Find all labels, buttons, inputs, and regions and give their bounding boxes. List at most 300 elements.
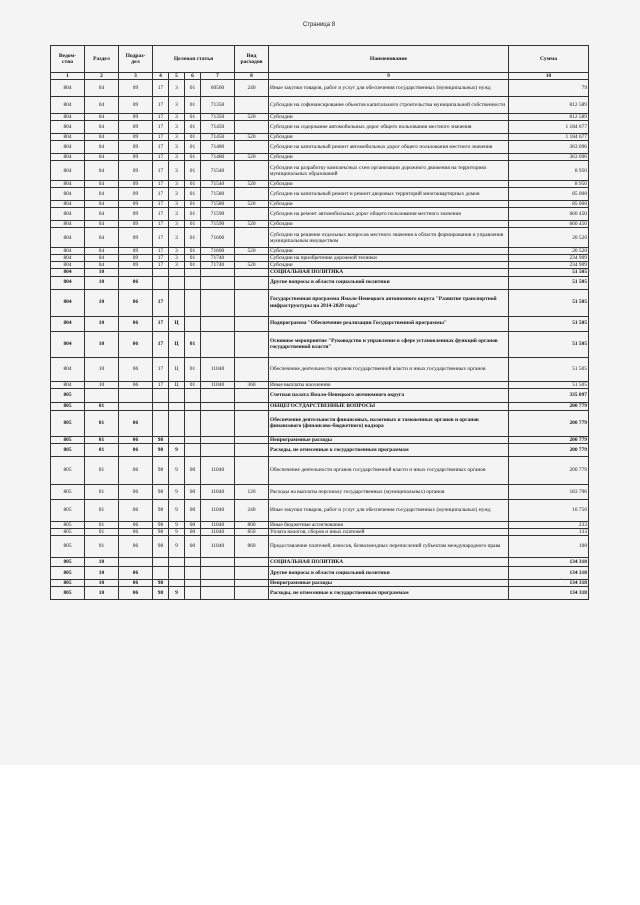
cell-tsel-3: 01 — [185, 141, 201, 154]
cell-tsel-1: 17 — [153, 188, 169, 201]
cell-vedomstvo: 805 — [51, 443, 85, 456]
cell-summa: 233 — [509, 521, 589, 528]
cell-tsel-1: 17 — [153, 316, 169, 331]
cell-tsel-4: 71740 — [201, 262, 235, 269]
cell-tsel-4 — [201, 579, 235, 586]
cell-vedomstvo: 804 — [51, 269, 85, 276]
cell-podrazdel: 06 — [119, 521, 153, 528]
cell-summa: 8 950 — [509, 181, 589, 188]
cell-vid-raskhodov — [235, 566, 269, 579]
cell-tsel-3: 01 — [185, 381, 201, 388]
cell-tsel-4 — [201, 289, 235, 316]
cell-razdel: 04 — [85, 121, 119, 134]
table-row — [51, 521, 589, 528]
cell-tsel-1: 98 — [153, 528, 169, 535]
cell-podrazdel: 09 — [119, 228, 153, 248]
cell-summa: 20 520 — [509, 248, 589, 255]
col-index: 5 — [169, 73, 185, 80]
cell-summa: 85 000 — [509, 188, 589, 201]
cell-podrazdel: 09 — [119, 221, 153, 228]
cell-tsel-1: 17 — [153, 154, 169, 161]
cell-naimenovanie: СОЦИАЛЬНАЯ ПОЛИТИКА — [269, 557, 509, 566]
cell-podrazdel: 06 — [119, 586, 153, 599]
cell-tsel-3: 01 — [185, 221, 201, 228]
cell-podrazdel: 06 — [119, 276, 153, 289]
cell-tsel-1: 17 — [153, 121, 169, 134]
table-row — [51, 114, 589, 121]
cell-tsel-3: 00 — [185, 521, 201, 528]
cell-naimenovanie: Субсидии на разработку комплексных схем организации дорожного движения на территориях муниципальных образований — [269, 161, 509, 181]
cell-tsel-3: 01 — [185, 228, 201, 248]
cell-summa: 85 000 — [509, 201, 589, 208]
cell-vid-raskhodov — [235, 255, 269, 262]
cell-tsel-3: 01 — [185, 154, 201, 161]
cell-tsel-3: 00 — [185, 528, 201, 535]
cell-tsel-3: 01 — [185, 134, 201, 141]
cell-vid-raskhodov: 860 — [235, 535, 269, 557]
cell-vid-raskhodov — [235, 557, 269, 566]
table-row — [51, 528, 589, 535]
cell-tsel-1: 98 — [153, 586, 169, 599]
cell-vedomstvo: 804 — [51, 114, 85, 121]
cell-tsel-4 — [201, 388, 235, 402]
cell-naimenovanie: Субсидии на содержание автомобильных дорог общего пользования местного значения — [269, 121, 509, 134]
table-row — [51, 331, 589, 357]
cell-tsel-1: 17 — [153, 228, 169, 248]
table-row — [51, 221, 589, 228]
cell-summa: 1 184 677 — [509, 134, 589, 141]
table-row — [51, 456, 589, 484]
cell-naimenovanie: Расходы на выплаты персоналу государственных (муниципальных) органов — [269, 484, 509, 499]
cell-vedomstvo: 804 — [51, 141, 85, 154]
cell-vedomstvo: 805 — [51, 436, 85, 443]
cell-razdel: 04 — [85, 80, 119, 97]
cell-tsel-3 — [185, 269, 201, 276]
cell-tsel-2 — [169, 436, 185, 443]
cell-tsel-3: 01 — [185, 262, 201, 269]
cell-tsel-1: 98 — [153, 436, 169, 443]
cell-razdel: 04 — [85, 262, 119, 269]
cell-naimenovanie: Подпрограмма "Обеспечение реализации Государственной программы" — [269, 316, 509, 331]
cell-tsel-4: 11040 — [201, 456, 235, 484]
cell-tsel-1: 98 — [153, 484, 169, 499]
cell-tsel-4 — [201, 557, 235, 566]
cell-podrazdel — [119, 557, 153, 566]
cell-naimenovanie: Субсидии — [269, 248, 509, 255]
table-row — [51, 316, 589, 331]
cell-vid-raskhodov — [235, 208, 269, 221]
cell-podrazdel: 06 — [119, 316, 153, 331]
cell-tsel-1: 98 — [153, 521, 169, 528]
cell-podrazdel: 09 — [119, 121, 153, 134]
cell-vedomstvo: 804 — [51, 181, 85, 188]
table-row — [51, 443, 589, 456]
cell-vedomstvo: 805 — [51, 499, 85, 521]
cell-tsel-3 — [185, 276, 201, 289]
cell-tsel-2: 9 — [169, 484, 185, 499]
cell-tsel-1 — [153, 410, 169, 436]
cell-tsel-3: 00 — [185, 484, 201, 499]
cell-razdel: 04 — [85, 114, 119, 121]
cell-summa: 335 097 — [509, 388, 589, 402]
cell-summa: 234 909 — [509, 255, 589, 262]
table-row — [51, 484, 589, 499]
table-row — [51, 201, 589, 208]
table-row — [51, 402, 589, 410]
budget-table — [50, 45, 589, 600]
cell-razdel: 10 — [85, 316, 119, 331]
cell-tsel-4: 71480 — [201, 154, 235, 161]
table-row — [51, 248, 589, 255]
cell-vid-raskhodov: 520 — [235, 262, 269, 269]
cell-razdel: 10 — [85, 269, 119, 276]
table-row — [51, 97, 589, 114]
cell-naimenovanie: Обеспечение деятельности органов государственной власти и иных государственных органов — [269, 456, 509, 484]
cell-summa: 234 909 — [509, 262, 589, 269]
table-row — [51, 228, 589, 248]
cell-podrazdel — [119, 402, 153, 410]
cell-tsel-2: Ц — [169, 381, 185, 388]
cell-vid-raskhodov: 120 — [235, 484, 269, 499]
cell-naimenovanie: Субсидии — [269, 262, 509, 269]
cell-podrazdel: 09 — [119, 262, 153, 269]
cell-tsel-2 — [169, 579, 185, 586]
cell-tsel-2: 9 — [169, 586, 185, 599]
cell-tsel-3: 01 — [185, 97, 201, 114]
cell-naimenovanie: Другие вопросы в области социальной политики — [269, 566, 509, 579]
cell-summa: 1 184 677 — [509, 121, 589, 134]
cell-vid-raskhodov: 520 — [235, 221, 269, 228]
cell-tsel-4: 71450 — [201, 121, 235, 134]
cell-podrazdel: 06 — [119, 436, 153, 443]
cell-tsel-1: 98 — [153, 443, 169, 456]
cell-razdel: 01 — [85, 436, 119, 443]
cell-vedomstvo: 804 — [51, 80, 85, 97]
cell-naimenovanie: Обеспечение деятельности финансовых, налоговых и таможенных органов и органов финансового (финансово-бюджетного) надзора — [269, 410, 509, 436]
cell-naimenovanie: Субсидии — [269, 181, 509, 188]
cell-vid-raskhodov — [235, 436, 269, 443]
cell-vid-raskhodov: 800 — [235, 521, 269, 528]
cell-tsel-1: 17 — [153, 141, 169, 154]
cell-tsel-1: 17 — [153, 114, 169, 121]
cell-tsel-1: 98 — [153, 499, 169, 521]
cell-podrazdel: 09 — [119, 80, 153, 97]
cell-vedomstvo: 804 — [51, 316, 85, 331]
cell-podrazdel: 09 — [119, 161, 153, 181]
col-index: 8 — [235, 73, 269, 80]
cell-razdel: 01 — [85, 521, 119, 528]
table-row — [51, 535, 589, 557]
cell-podrazdel: 09 — [119, 208, 153, 221]
cell-tsel-1: 17 — [153, 80, 169, 97]
cell-vid-raskhodov — [235, 443, 269, 456]
cell-vedomstvo: 804 — [51, 331, 85, 357]
cell-razdel: 01 — [85, 402, 119, 410]
cell-razdel — [85, 388, 119, 402]
table-body — [51, 80, 589, 600]
cell-vedomstvo: 804 — [51, 121, 85, 134]
cell-tsel-3 — [185, 388, 201, 402]
cell-vedomstvo: 805 — [51, 388, 85, 402]
cell-razdel: 01 — [85, 484, 119, 499]
col-index: 3 — [119, 73, 153, 80]
cell-vid-raskhodov — [235, 161, 269, 181]
cell-summa: 51 505 — [509, 331, 589, 357]
cell-razdel: 04 — [85, 97, 119, 114]
cell-podrazdel — [119, 269, 153, 276]
cell-summa: 660 450 — [509, 208, 589, 221]
cell-podrazdel: 09 — [119, 201, 153, 208]
table-row — [51, 154, 589, 161]
cell-tsel-2: 3 — [169, 121, 185, 134]
cell-naimenovanie: Субсидии на капитальный ремонт и ремонт дворовых территорий многоквартирных домов — [269, 188, 509, 201]
table-row — [51, 134, 589, 141]
cell-tsel-3: 01 — [185, 201, 201, 208]
cell-summa: 133 — [509, 528, 589, 535]
cell-naimenovanie: Субсидии на софинансирование объектов капитального строительства муниципальной собственности — [269, 97, 509, 114]
cell-vid-raskhodov — [235, 289, 269, 316]
cell-naimenovanie: Непрограммные расходы — [269, 579, 509, 586]
cell-vid-raskhodov: 520 — [235, 181, 269, 188]
cell-vedomstvo: 804 — [51, 161, 85, 181]
col-index: 2 — [85, 73, 119, 80]
cell-tsel-4 — [201, 331, 235, 357]
cell-vid-raskhodov — [235, 388, 269, 402]
margin-mark: • — [560, 578, 562, 583]
cell-tsel-1: 17 — [153, 221, 169, 228]
cell-tsel-2: 3 — [169, 80, 185, 97]
cell-naimenovanie: Субсидии — [269, 201, 509, 208]
cell-tsel-3: 01 — [185, 121, 201, 134]
cell-vedomstvo: 804 — [51, 255, 85, 262]
col-index: 4 — [153, 73, 169, 80]
cell-vid-raskhodov — [235, 316, 269, 331]
cell-podrazdel: 06 — [119, 484, 153, 499]
cell-summa: 134 318 — [509, 586, 589, 599]
cell-razdel: 10 — [85, 566, 119, 579]
cell-podrazdel: 06 — [119, 499, 153, 521]
cell-vedomstvo: 805 — [51, 535, 85, 557]
cell-podrazdel: 06 — [119, 528, 153, 535]
cell-summa: 20 520 — [509, 228, 589, 248]
table-row — [51, 499, 589, 521]
cell-tsel-2 — [169, 557, 185, 566]
cell-tsel-4: 11040 — [201, 357, 235, 381]
cell-vedomstvo: 805 — [51, 566, 85, 579]
cell-tsel-4 — [201, 566, 235, 579]
header-summa: Сумма — [509, 46, 589, 73]
cell-tsel-2: 3 — [169, 154, 185, 161]
cell-tsel-1 — [153, 557, 169, 566]
cell-razdel: 04 — [85, 208, 119, 221]
cell-tsel-1 — [153, 566, 169, 579]
cell-summa: 200 779 — [509, 443, 589, 456]
table-row — [51, 121, 589, 134]
cell-tsel-4: 71580 — [201, 201, 235, 208]
cell-tsel-4: 11040 — [201, 528, 235, 535]
cell-naimenovanie: Расходы, не отнесенные к государственным программам — [269, 586, 509, 599]
cell-tsel-1 — [153, 276, 169, 289]
cell-naimenovanie: Другие вопросы в области социальной политики — [269, 276, 509, 289]
cell-podrazdel: 06 — [119, 289, 153, 316]
cell-vid-raskhodov — [235, 188, 269, 201]
table-row — [51, 381, 589, 388]
cell-razdel: 01 — [85, 528, 119, 535]
table-row — [51, 141, 589, 154]
cell-razdel: 10 — [85, 276, 119, 289]
cell-vid-raskhodov — [235, 402, 269, 410]
cell-razdel: 01 — [85, 535, 119, 557]
col-index: 9 — [269, 73, 509, 80]
cell-tsel-4: 71540 — [201, 161, 235, 181]
cell-tsel-1: 17 — [153, 262, 169, 269]
cell-tsel-1: 17 — [153, 289, 169, 316]
cell-razdel: 01 — [85, 499, 119, 521]
cell-razdel: 01 — [85, 410, 119, 436]
cell-razdel: 04 — [85, 201, 119, 208]
table-row — [51, 276, 589, 289]
cell-razdel: 10 — [85, 557, 119, 566]
cell-tsel-4: 71580 — [201, 188, 235, 201]
cell-naimenovanie: Субсидии — [269, 134, 509, 141]
cell-tsel-4 — [201, 316, 235, 331]
cell-tsel-4: 71600 — [201, 248, 235, 255]
cell-tsel-1: 17 — [153, 331, 169, 357]
cell-vid-raskhodov — [235, 357, 269, 381]
cell-naimenovanie: Непрограммные расходы — [269, 436, 509, 443]
cell-vedomstvo: 805 — [51, 484, 85, 499]
cell-naimenovanie: Расходы, не отнесенные к государственным программам — [269, 443, 509, 456]
table-row — [51, 208, 589, 221]
cell-podrazdel: 06 — [119, 357, 153, 381]
cell-vedomstvo: 804 — [51, 289, 85, 316]
cell-podrazdel: 09 — [119, 114, 153, 121]
cell-vedomstvo: 805 — [51, 521, 85, 528]
cell-tsel-4: 11040 — [201, 484, 235, 499]
cell-tsel-3 — [185, 289, 201, 316]
cell-vedomstvo: 804 — [51, 357, 85, 381]
cell-tsel-2: 3 — [169, 134, 185, 141]
cell-vid-raskhodov — [235, 141, 269, 154]
cell-tsel-3 — [185, 557, 201, 566]
col-index: 1 — [51, 73, 85, 80]
cell-podrazdel: 06 — [119, 331, 153, 357]
table-row — [51, 289, 589, 316]
cell-vedomstvo: 804 — [51, 221, 85, 228]
cell-tsel-1: 98 — [153, 579, 169, 586]
cell-naimenovanie: Субсидии на капитальный ремонт автомобильных дорог общего пользования местного значения — [269, 141, 509, 154]
cell-tsel-1: 17 — [153, 208, 169, 221]
cell-summa: 51 505 — [509, 269, 589, 276]
cell-tsel-4: 11040 — [201, 381, 235, 388]
cell-summa: 8 950 — [509, 161, 589, 181]
cell-tsel-4: 71600 — [201, 228, 235, 248]
table-row — [51, 388, 589, 402]
cell-tsel-3 — [185, 579, 201, 586]
cell-podrazdel: 09 — [119, 134, 153, 141]
cell-summa: 51 505 — [509, 381, 589, 388]
cell-naimenovanie: Субсидии на решение отдельных вопросов местного значения в области формирования и управления муниципальным имуществом — [269, 228, 509, 248]
cell-summa: 200 779 — [509, 402, 589, 410]
header-tselevaya-statya: Целевая статья — [153, 46, 235, 73]
cell-razdel: 04 — [85, 248, 119, 255]
cell-razdel: 04 — [85, 161, 119, 181]
cell-podrazdel: 09 — [119, 97, 153, 114]
cell-tsel-2 — [169, 276, 185, 289]
table-row — [51, 410, 589, 436]
cell-tsel-2 — [169, 402, 185, 410]
cell-tsel-3: 01 — [185, 208, 201, 221]
cell-naimenovanie: Предоставление платежей, взносов, безвозмездных перечислений субъектам международного права — [269, 535, 509, 557]
cell-vid-raskhodov — [235, 228, 269, 248]
cell-summa: 363 096 — [509, 141, 589, 154]
cell-tsel-2 — [169, 388, 185, 402]
cell-tsel-2: 3 — [169, 181, 185, 188]
cell-tsel-4: 71450 — [201, 134, 235, 141]
col-index: 10 — [509, 73, 589, 80]
cell-naimenovanie: Субсидии на приобретение дорожной техники — [269, 255, 509, 262]
cell-summa: 51 505 — [509, 276, 589, 289]
cell-tsel-3: 01 — [185, 181, 201, 188]
cell-summa: 51 505 — [509, 316, 589, 331]
cell-tsel-3 — [185, 566, 201, 579]
cell-vedomstvo: 804 — [51, 97, 85, 114]
cell-vid-raskhodov — [235, 410, 269, 436]
cell-podrazdel: 06 — [119, 381, 153, 388]
cell-tsel-3 — [185, 443, 201, 456]
cell-tsel-2: 9 — [169, 499, 185, 521]
cell-tsel-2: Ц — [169, 357, 185, 381]
cell-tsel-3: 01 — [185, 80, 201, 97]
cell-vedomstvo: 805 — [51, 528, 85, 535]
cell-tsel-2 — [169, 269, 185, 276]
cell-tsel-4: 71540 — [201, 181, 235, 188]
cell-tsel-4 — [201, 436, 235, 443]
cell-tsel-3 — [185, 410, 201, 436]
cell-podrazdel: 09 — [119, 154, 153, 161]
cell-tsel-4: 71740 — [201, 255, 235, 262]
cell-tsel-2: 3 — [169, 248, 185, 255]
cell-summa: 51 505 — [509, 357, 589, 381]
cell-naimenovanie: Иные закупки товаров, работ и услуг для обеспечения государственных (муниципальных) нужд — [269, 499, 509, 521]
cell-razdel: 10 — [85, 331, 119, 357]
cell-razdel: 04 — [85, 134, 119, 141]
cell-tsel-4 — [201, 586, 235, 599]
table-row — [51, 566, 589, 579]
cell-tsel-3 — [185, 436, 201, 443]
cell-naimenovanie: Субсидии на ремонт автомобильных дорог общего пользования местного значения — [269, 208, 509, 221]
cell-tsel-1: 98 — [153, 535, 169, 557]
cell-naimenovanie: Иные выплаты населению — [269, 381, 509, 388]
cell-razdel: 01 — [85, 443, 119, 456]
cell-razdel: 04 — [85, 188, 119, 201]
cell-tsel-1: 17 — [153, 134, 169, 141]
cell-tsel-3: 01 — [185, 114, 201, 121]
cell-vedomstvo: 804 — [51, 188, 85, 201]
cell-tsel-4: 60560 — [201, 80, 235, 97]
cell-tsel-1: 17 — [153, 255, 169, 262]
cell-tsel-2: 3 — [169, 228, 185, 248]
header-vid-raskhodov: Вид расходов — [235, 46, 269, 73]
cell-podrazdel: 09 — [119, 141, 153, 154]
table-row — [51, 436, 589, 443]
cell-vedomstvo: 805 — [51, 456, 85, 484]
header-naimenovanie: Наименование — [269, 46, 509, 73]
cell-summa: 134 318 — [509, 579, 589, 586]
cell-tsel-3 — [185, 586, 201, 599]
cell-tsel-4: 71350 — [201, 114, 235, 121]
cell-vedomstvo: 804 — [51, 154, 85, 161]
